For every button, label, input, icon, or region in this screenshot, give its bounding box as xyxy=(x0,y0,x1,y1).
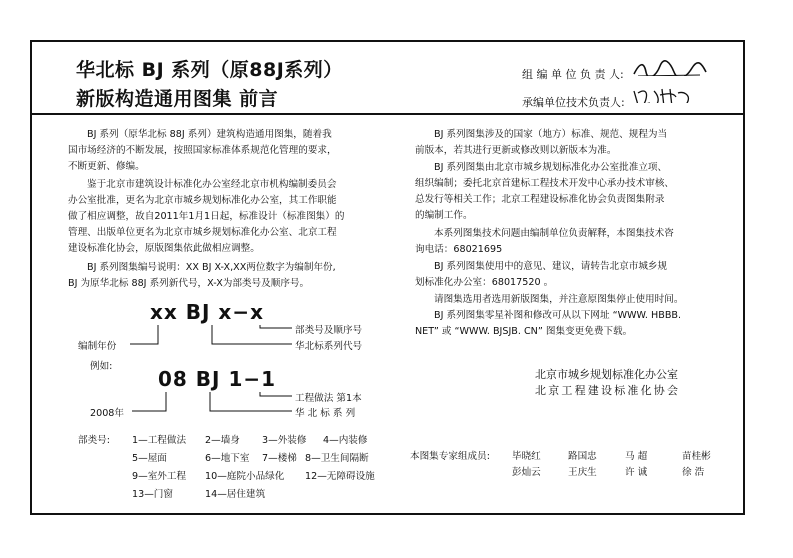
text-line: BJ 系列图集涉及的国家（地方）标准、规范、规程为当 xyxy=(434,129,668,140)
category-item: 12—无障碍设施 xyxy=(305,471,375,482)
title-line-2: 新版构造通用图集 前言 xyxy=(76,88,279,110)
expert-name: 许 诚 xyxy=(625,467,648,478)
right-paragraph-3 xyxy=(415,226,735,258)
text-line: 的编制工作。 xyxy=(415,210,473,221)
label-year: 编制年份 xyxy=(78,341,117,352)
right-paragraph-1 xyxy=(415,127,735,159)
category-item: 14—居住建筑 xyxy=(205,489,266,500)
text-line: BJ 系列图集使用中的意见、建议，请转告北京市城乡规 xyxy=(434,261,668,272)
org-name-2: 北京工程建设标准化协会 xyxy=(535,384,681,397)
text-line: 划标准化办公室：68017520 。 xyxy=(415,277,554,288)
expert-name: 马 超 xyxy=(625,451,648,462)
right-paragraph-2 xyxy=(415,160,735,224)
category-item: 6—地下室 xyxy=(205,453,250,464)
text-line: 前版本，若其进行更新或修改则以新版本为准。 xyxy=(415,145,617,156)
text-line: 组织编制；委托北京首建标工程技术开发中心承办技术审核、 xyxy=(415,178,675,189)
text-line: 管理、出版单位更名为北京市城乡规划标准化办公室、北京工程 xyxy=(68,227,337,238)
example-year: 2008年 xyxy=(90,408,125,419)
leader-example-year xyxy=(132,392,166,411)
expert-name: 彭灿云 xyxy=(512,467,541,478)
expert-name: 徐 浩 xyxy=(682,467,705,478)
category-item: 8—卫生间隔断 xyxy=(305,453,369,464)
text-line: 鉴于北京市建筑设计标准化办公室经北京市机构编制委员会 xyxy=(87,179,337,190)
title-line-1: 华北标 BJ 系列（原88J系列） xyxy=(76,59,343,81)
example-label: 例如: xyxy=(90,361,113,372)
expert-name: 苗桂彬 xyxy=(682,451,711,462)
text-line: 做了相应调整，故自2011年1月1日起，标准设计（标准图集）的 xyxy=(68,211,345,222)
right-paragraph-4 xyxy=(415,259,735,291)
text-line: 办公室批准，更名为北京市城乡规划标准化办公室，其工作职能 xyxy=(68,195,337,206)
text-line: 请图集选用者选用新版图集，并注意原图集停止使用时间。 xyxy=(434,294,684,305)
example-label-2: 华 北 标 系 列 xyxy=(295,408,356,419)
code-example: 08 BJ 1−1 xyxy=(158,367,277,391)
leader-example-series xyxy=(210,392,292,411)
example-label-1: 工程做法 第1本 xyxy=(295,393,362,404)
text-line: 本系列图集技术问题由编制单位负责解释，本图集技术咨 xyxy=(434,228,674,239)
category-title: 部类号: xyxy=(78,435,111,446)
category-item: 4—内装修 xyxy=(323,435,368,446)
text-line: 总发行等相关工作；北京工程建设标准化协会负责图集附录 xyxy=(415,194,665,205)
text-line: BJ 系列图集零星补图和修改可从以下网址 “WWW. HBBB. xyxy=(434,310,682,321)
tech-lead-label: 承编单位技术负责人: xyxy=(522,96,625,109)
code-pattern: xx BJ x−x xyxy=(150,300,264,324)
category-item: 2—墙身 xyxy=(205,435,240,446)
text-line: 建设标准化协会，原版图集依此做相应调整。 xyxy=(68,243,260,254)
category-item: 13—门窗 xyxy=(132,489,173,500)
text-line: BJ 系列图集由北京市城乡规划标准化办公室批准立项、 xyxy=(434,162,668,173)
label-category-number: 部类号及顺序号 xyxy=(295,325,363,336)
category-item: 3—外装修 xyxy=(262,435,307,446)
text-line: NET” 或 “WWW. BJSJB. CN” 图集变更免费下载。 xyxy=(415,326,633,337)
expert-name: 路国忠 xyxy=(568,451,597,462)
category-item: 9—室外工程 xyxy=(132,471,187,482)
right-paragraph-5 xyxy=(415,292,735,308)
category-item: 10—庭院小品绿化 xyxy=(205,471,285,482)
org-lead-label: 组 编 单 位 负 责 人: xyxy=(522,68,624,81)
category-item: 1—工程做法 xyxy=(132,435,187,446)
text-line: BJ 系列图集编号说明：XX BJ X-X,XX两位数字为编制年份, xyxy=(87,262,336,273)
expert-label: 本图集专家组成员: xyxy=(410,451,490,462)
leader-category xyxy=(260,325,292,328)
text-line: 国市场经济的不断发展，按照国家标准体系规范化管理的要求， xyxy=(68,145,337,156)
text-line: 不断更新、修编。 xyxy=(68,161,145,172)
expert-name: 王庆生 xyxy=(568,467,597,478)
text-line: BJ 系列（原华北标 88J 系列）建筑构造通用图集，随着我 xyxy=(87,129,332,140)
category-item: 7—楼梯 xyxy=(262,453,297,464)
leader-example-category xyxy=(260,392,292,396)
category-item: 5—屋面 xyxy=(132,453,167,464)
org-name-1: 北京市城乡规划标准化办公室 xyxy=(535,368,678,381)
leader-year xyxy=(130,325,158,344)
right-paragraph-6 xyxy=(415,308,735,340)
label-series-code: 华北标系列代号 xyxy=(295,341,363,352)
text-line: BJ 为原华北标 88J 系列新代号，X-X为部类号及顺序号。 xyxy=(68,278,310,289)
text-line: 询电话：68021695 xyxy=(415,244,503,255)
expert-name: 毕晓红 xyxy=(512,451,541,462)
